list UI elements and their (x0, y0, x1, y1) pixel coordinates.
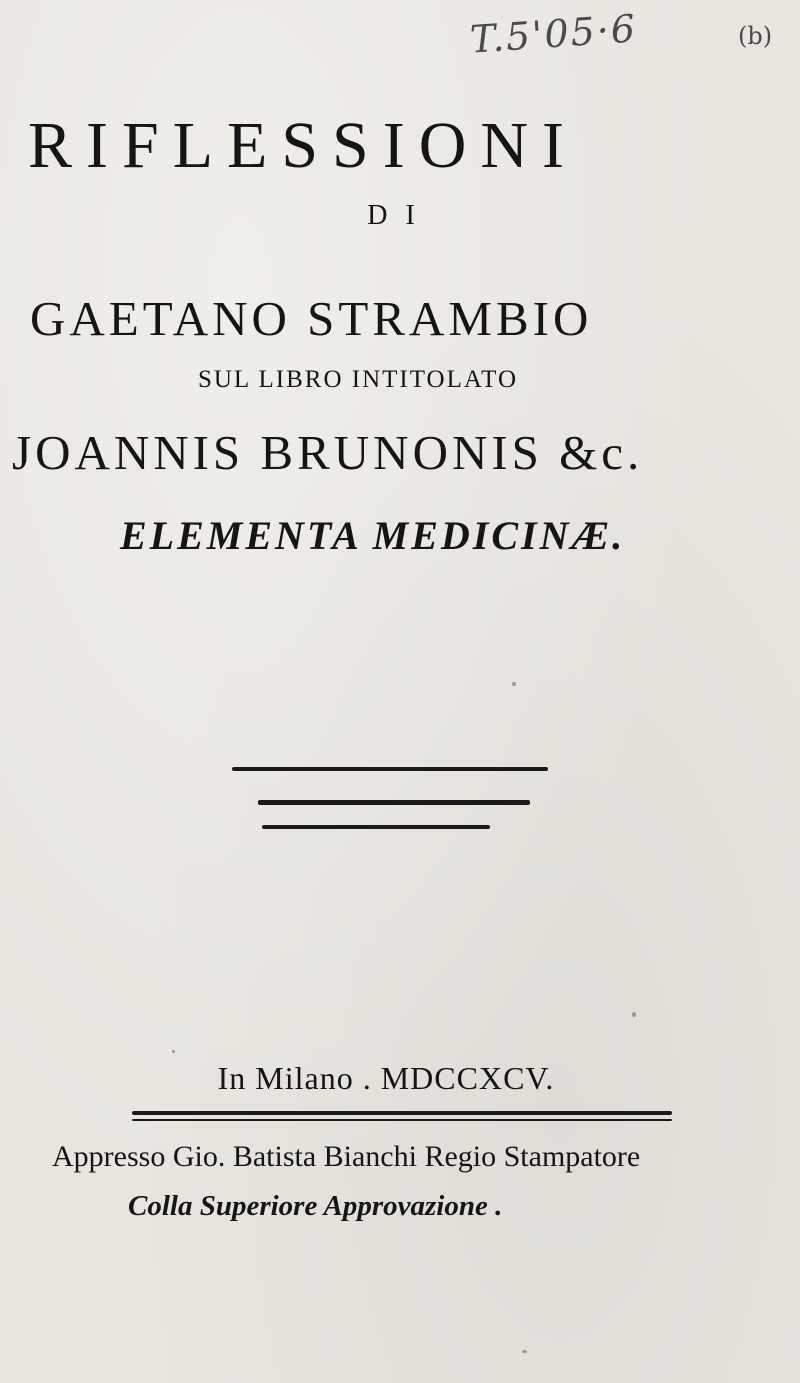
main-title: RIFLESSIONI (28, 109, 579, 182)
imprint-rule-thin (132, 1119, 672, 1121)
author-name: GAETANO STRAMBIO (30, 291, 593, 346)
di-line: DI (367, 200, 433, 231)
imprint-rule-thick (132, 1111, 672, 1115)
book-subtitle: ELEMENTA MEDICINÆ. (120, 513, 626, 558)
imprint-approval: Colla Superiore Approvazione . (128, 1190, 503, 1222)
imprint-printer: Appresso Gio. Batista Bianchi Regio Stampatore (52, 1140, 641, 1173)
book-title: JOANNIS BRUNONIS &c. (12, 425, 644, 480)
ornament-rule-middle (258, 800, 530, 805)
handwritten-shelfmark: T.5'05·6 (468, 6, 639, 62)
paper-speck (172, 1050, 175, 1053)
sul-libro-line: SUL LIBRO INTITOLATO (197, 366, 519, 393)
handwritten-corner-mark: (b) (738, 22, 773, 50)
paper-speck (522, 1350, 527, 1353)
paper-speck (632, 1012, 636, 1017)
ornament-rule-bottom (262, 825, 490, 829)
paper-speck (512, 682, 516, 686)
imprint-place-date: In Milano . MDCCXCV. (217, 1060, 555, 1096)
ornament-rule-top (232, 767, 548, 771)
